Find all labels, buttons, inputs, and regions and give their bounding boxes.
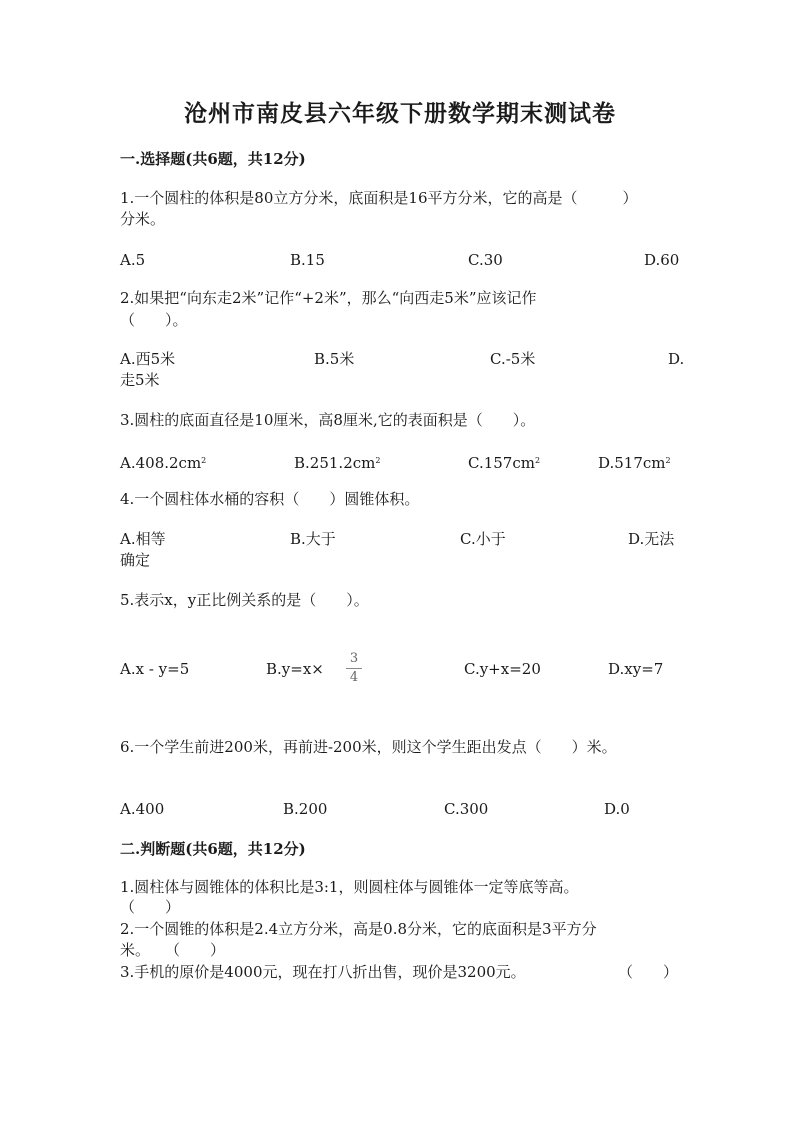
judgment-3-text: 3.手机的原价是4000元，现在打八折出售，现价是3200元。 (120, 963, 526, 981)
question-2-text: 2.如果把“向东走2米”记作“+2米”，那么“向西走5米”应该记作 (120, 289, 537, 307)
question-4-option-d-cont: 确定 (120, 551, 151, 569)
question-1-option-c: C.30 (468, 251, 503, 269)
question-2-text-cont: （ ）。 (120, 311, 188, 329)
judgment-2-text-cont: 米。 （ ） (120, 941, 226, 959)
section-heading-judgment: 二.判断题(共6题，共12分) (120, 840, 306, 858)
judgment-2-text: 2.一个圆锥的体积是2.4立方分米，高是0.8分米，它的底面积是3平方分 (120, 920, 597, 938)
question-3-option-a: $A.408.2cm^2$ (120, 454, 207, 472)
question-2-option-a: A.西5米 (120, 350, 176, 368)
question-3-option-b: $B.251.2cm^2$ (294, 454, 381, 472)
question-6-text: 6.一个学生前进200米，再前进-200米，则这个学生距出发点（ ）米。 (120, 738, 617, 756)
question-3-option-c: $C.157cm^2$ (468, 454, 541, 472)
question-3-text: 3.圆柱的底面直径是10厘米，高8厘米,它的表面积是（ ）。 (120, 411, 536, 429)
judgment-3-paren: （ ） (618, 963, 679, 981)
fraction-bar (346, 668, 362, 669)
section-heading-choice: 一.选择题(共6题，共12分) (120, 150, 306, 168)
judgment-1-paren: （ ） (120, 898, 181, 916)
fraction-denominator: 4 (349, 670, 359, 685)
question-5-option-b: B.y=x× (266, 660, 324, 678)
fraction-numerator: 3 (349, 651, 359, 666)
question-2-option-c: C.-5米 (490, 350, 536, 368)
question-3-option-d: $D.517cm^2$ (598, 454, 671, 472)
question-6-option-c: C.300 (444, 800, 489, 818)
question-6-option-b: B.200 (283, 800, 328, 818)
question-2-option-d-cont: 走5米 (120, 371, 160, 389)
question-6-option-d: D.0 (604, 800, 630, 818)
question-4-option-c: C.小于 (460, 530, 506, 548)
question-6-option-a: A.400 (120, 800, 165, 818)
question-2-option-b: B.5米 (314, 350, 355, 368)
question-1-option-a: A.5 (120, 251, 146, 269)
question-4-option-d: D.无法 (628, 530, 675, 548)
question-4-option-b: B.大于 (290, 530, 336, 548)
question-5-fraction (344, 651, 364, 686)
question-1-option-b: B.15 (290, 251, 325, 269)
question-5-text: 5.表示x，y正比例关系的是（ ）。 (120, 591, 369, 609)
question-5-option-c: C.y+x=20 (464, 660, 541, 678)
question-4-text: 4.一个圆柱体水桶的容积（ ）圆锥体积。 (120, 490, 420, 508)
judgment-1-text: 1.圆柱体与圆锥体的体积比是3:1，则圆柱体与圆锥体一定等底等高。 (120, 878, 579, 896)
question-1-text: 1.一个圆柱的体积是80立方分米，底面积是16平方分米，它的高是（ ） (120, 189, 638, 207)
question-2-option-d: D. (668, 350, 685, 368)
question-5-option-a: A.x - y=5 (120, 660, 190, 678)
question-4-option-a: A.相等 (120, 530, 166, 548)
question-1-text-cont: 分米。 (120, 210, 166, 228)
page-title: 沧州市南皮县六年级下册数学期末测试卷 (184, 100, 616, 127)
question-1-option-d: D.60 (644, 251, 680, 269)
question-5-option-d: D.xy=7 (608, 660, 664, 678)
